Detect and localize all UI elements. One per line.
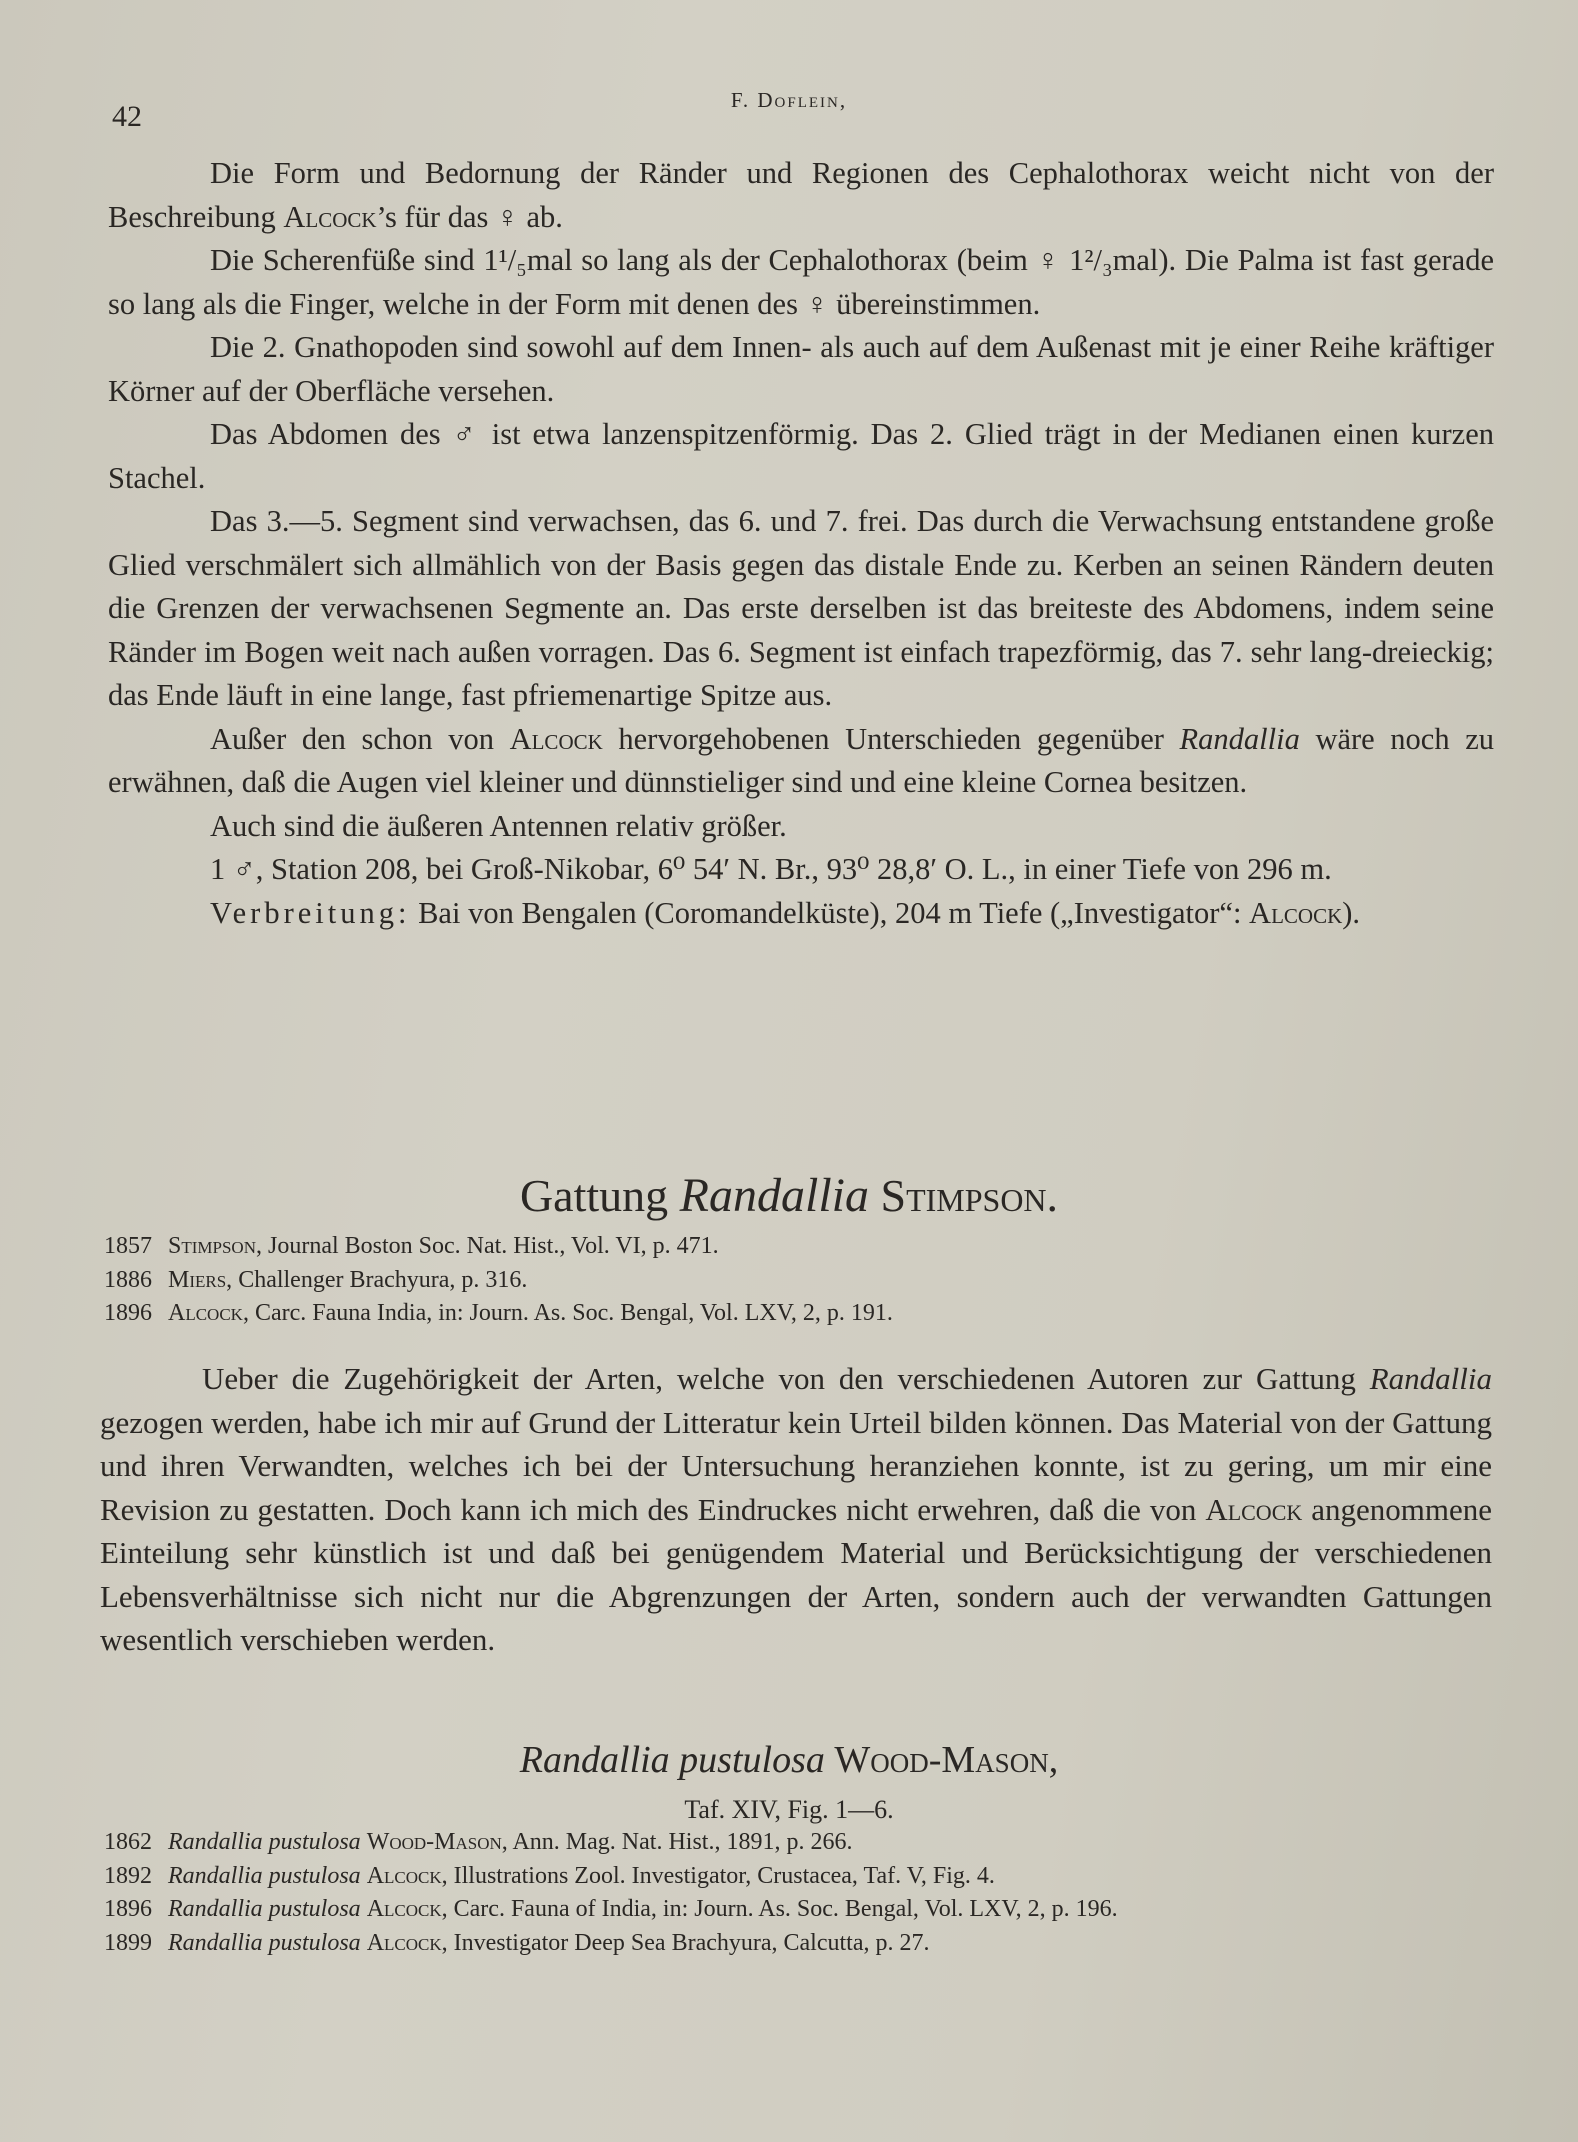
reference-year: 1896 — [104, 1300, 152, 1326]
author-name: Alcock — [509, 721, 603, 756]
author-name: Alcock — [1205, 1491, 1303, 1527]
species-heading — [0, 1738, 1578, 1782]
text-run: hervorgehobenen Unterschieden gegenüber — [602, 721, 1180, 756]
text-run: angenommene Einteilung sehr künstlich ist und daß bei genügendem Material und Berücksichtigung der verschiedenen Lebensverhältnisse sich nicht nur die Abgrenzungen der Arten, sondern auch der verwandten Gattungen wesentlich verschieben werden. — [100, 1491, 1493, 1657]
paragraph — [108, 239, 1494, 326]
paragraph — [108, 892, 1494, 936]
taxon-name: Randallia — [1369, 1361, 1492, 1396]
author-name: Alcock — [283, 199, 377, 234]
reference-year: 1892 — [104, 1862, 152, 1889]
text-run: ’s für das ♀ ab. — [376, 199, 563, 234]
reference-taxon: Randallia pustulosa — [168, 1862, 361, 1889]
reference-taxon: Randallia pustulosa — [168, 1929, 361, 1956]
genus-heading-name: Randallia — [679, 1169, 869, 1222]
reference-author: Alcock, — [366, 1896, 448, 1922]
text-run: Bai von Bengalen (Coromandelküste), 204 m Tiefe („Investigator“: — [410, 895, 1250, 930]
reference-year: 1862 — [104, 1829, 152, 1855]
spaced-label: Verbreitung: — [210, 895, 411, 930]
genus-heading-author: Stimpson. — [880, 1170, 1059, 1221]
genus-heading — [0, 1168, 1578, 1223]
reference-text: Ann. Mag. Nat. Hist., 1891, p. 266. — [507, 1829, 853, 1855]
genus-intro-paragraph — [100, 1357, 1492, 1662]
text-run: ). — [1342, 895, 1361, 930]
reference-text: Investigator Deep Sea Brachyura, Calcutta, p. 27. — [447, 1929, 930, 1956]
text-run: Die Form und Bedornung der Ränder und Regionen des Cephalothorax weicht nicht von der Beschreibung — [108, 156, 1494, 234]
genus-references — [104, 1230, 1484, 1331]
reference-line — [104, 1893, 1484, 1927]
text-run: Das 3.—5. Segment sind verwachsen, das 6. und 7. frei. Das durch die Verwachsung entstandene große Glied verschmälert sich allmählich von der Basis gegen das distale Ende zu. Kerben an seinen Rändern deuten die Grenzen der verwachsenen Segmente an. Das erste derselben ist das breiteste des Abdomens, indem seine Ränder im Bogen weit nach außen vorragen. Das 6. Segment ist einfach trapezförmig, das 7. sehr lang-dreieckig; das Ende läuft in eine lange, fast pfriemenartige Spitze aus. — [108, 504, 1494, 712]
text-run: Auch sind die äußeren Antennen relativ größer. — [210, 808, 787, 843]
species-heading-author: Wood-Mason, — [834, 1739, 1059, 1781]
reference-line — [104, 1860, 1484, 1894]
paragraph — [108, 848, 1494, 892]
text-run: Die Scherenfüße sind 1¹/₅mal so lang als der Cephalothorax (beim ♀ 1²/₃mal). Die Palma ist fast gerade so lang als die Finger, welche in der Form mit denen des ♀ übereinstimmen. — [108, 243, 1494, 321]
reference-author: Wood-Mason, — [366, 1829, 508, 1855]
author-name: Alcock — [1249, 895, 1343, 930]
reference-text: Carc. Fauna of India, in: Journ. As. Soc. Bengal, Vol. LXV, 2, p. 196. — [447, 1896, 1118, 1922]
reference-year: 1896 — [104, 1896, 152, 1922]
reference-text: Carc. Fauna India, in: Journ. As. Soc. Bengal, Vol. LXV, 2, p. 191. — [248, 1300, 893, 1326]
description-text — [108, 152, 1494, 935]
reference-author: Alcock, — [366, 1929, 448, 1956]
reference-author: Stimpson, — [168, 1233, 262, 1259]
reference-text: Illustrations Zool. Investigator, Crustacea, Taf. V, Fig. 4. — [447, 1862, 995, 1889]
reference-line — [104, 1826, 1484, 1860]
text-run: Außer den schon von — [210, 721, 510, 756]
reference-taxon: Randallia pustulosa — [168, 1896, 361, 1922]
reference-year: 1857 — [104, 1233, 152, 1259]
reference-line — [104, 1230, 1484, 1264]
text-run: Das Abdomen des ♂ ist etwa lanzenspitzenförmig. Das 2. Glied trägt in der Medianen einen kurzen Stachel. — [108, 417, 1494, 495]
text-run: 1 ♂, Station 208, bei Groß-Nikobar, 6⁰ 54′ N. Br., 93⁰ 28,8′ O. L., in einer Tiefe von 296 m. — [210, 852, 1332, 886]
reference-text: Journal Boston Soc. Nat. Hist., Vol. VI, p. 471. — [261, 1233, 719, 1259]
paragraph — [108, 413, 1494, 500]
genus-heading-prefix: Gattung — [519, 1170, 680, 1221]
species-references — [104, 1826, 1484, 1960]
running-head: F. Doflein, — [730, 88, 848, 112]
species-heading-name: Randallia pustulosa — [519, 1739, 825, 1781]
reference-taxon: Randallia pustulosa — [168, 1829, 361, 1855]
reference-line — [104, 1927, 1484, 1961]
reference-line — [104, 1264, 1484, 1298]
page-number: 42 — [112, 100, 142, 133]
paragraph — [108, 326, 1494, 413]
text-run: Die 2. Gnathopoden sind sowohl auf dem Innen- als auch auf dem Außenast mit je einer Reihe kräftiger Körner auf der Oberfläche versehen. — [108, 330, 1494, 408]
paragraph — [100, 1357, 1492, 1662]
reference-text: Challenger Brachyura, p. 316. — [232, 1266, 528, 1293]
reference-author: Alcock, — [366, 1862, 448, 1889]
paragraph — [108, 718, 1494, 805]
reference-year: 1899 — [104, 1929, 152, 1956]
text-run: wäre noch zu erwähnen, daß die Augen viel kleiner und dünnstieliger sind und eine kleine Cornea besitzen. — [108, 721, 1494, 799]
plate-reference: Taf. XIV, Fig. 1—6. — [684, 1795, 894, 1824]
paragraph — [108, 805, 1494, 849]
reference-year: 1886 — [104, 1266, 152, 1293]
text-run: gezogen werden, habe ich mir auf Grund der Litteratur kein Urteil bilden können. Das Material von der Gattung und ihren Verwandten, welches ich bei der Untersuchung heranziehen konnte, ist zu gering, um mir eine Revision zu gestatten. Doch kann ich mich des Eindruckes nicht erwehren, daß die von — [100, 1404, 1492, 1527]
reference-line — [104, 1297, 1484, 1331]
text-run: Ueber die Zugehörigkeit der Arten, welche von den verschiedenen Autoren zur Gattung — [202, 1361, 1370, 1396]
paragraph — [108, 152, 1494, 239]
reference-author: Alcock, — [168, 1300, 249, 1326]
taxon-name: Randallia — [1179, 721, 1300, 756]
reference-author: Miers, — [168, 1266, 233, 1293]
paragraph — [108, 500, 1494, 718]
